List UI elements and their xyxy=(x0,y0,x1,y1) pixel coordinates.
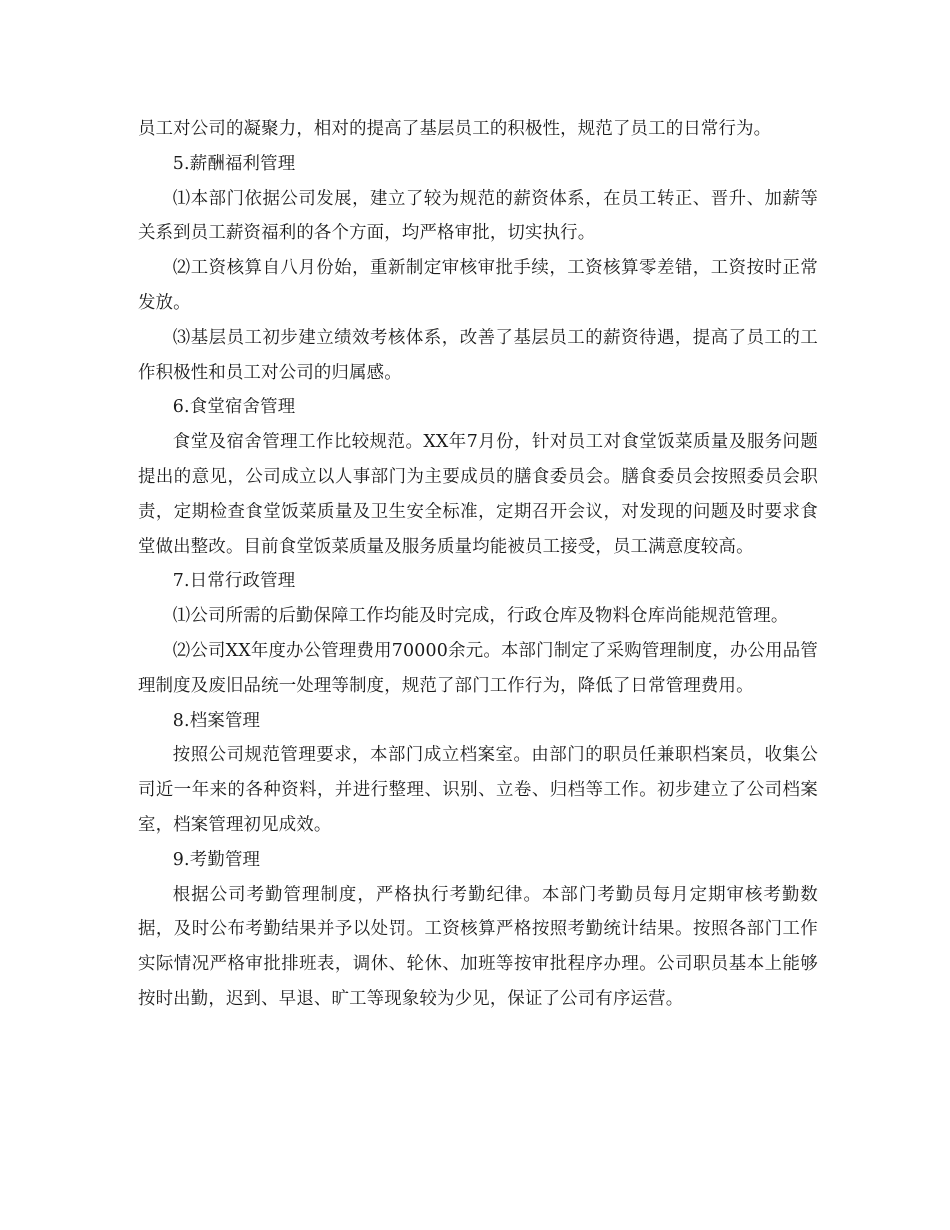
section-heading-canteen-dormitory: 6.食堂宿舍管理 xyxy=(172,397,296,418)
section-heading-attendance: 9.考勤管理 xyxy=(172,849,261,870)
paragraph-canteen-dormitory: 食堂及宿舍管理工作比较规范。XX年7月份，针对员工对食堂饭菜质量及服务问题提出的意见，公司成立以人事部门为主要成员的膳食委员会。膳食委员会按照委员会职责，定期检查食堂饭菜质量及卫生安全标准，定期召开会议，对发现的问题及时要求食堂做出整改。目前食堂饭菜质量及服务质量均能被员工接受，员工满意度较高。 xyxy=(138,432,818,557)
section-heading-daily-admin: 7.日常行政管理 xyxy=(172,571,296,592)
paragraph-archives: 按照公司规范管理要求，本部门成立档案室。由部门的职员任兼职档案员，收集公司近一年来的各种资料，并进行整理、识别、立卷、归档等工作。初步建立了公司档案室，档案管理初见成效。 xyxy=(138,745,818,835)
paragraph-office-expenses: ⑵公司XX年度办公管理费用70000余元。本部门制定了采购管理制度，办公用品管理制度及废旧品统一处理等制度，规范了部门工作行为，降低了日常管理费用。 xyxy=(138,640,818,696)
document-body xyxy=(138,112,818,1017)
paragraph-logistics: ⑴公司所需的后勤保障工作均能及时完成，行政仓库及物料仓库尚能规范管理。 xyxy=(172,606,789,627)
section-heading-archives: 8.档案管理 xyxy=(172,710,261,731)
paragraph-attendance: 根据公司考勤管理制度，严格执行考勤纪律。本部门考勤员每月定期审核考勤数据，及时公布考勤结果并予以处罚。工资核算严格按照考勤统计结果。按照各部门工作实际情况严格审批排班表，调休、轮休、加班等按审批程序办理。公司职员基本上能够按时出勤，迟到、早退、旷工等现象较为少见，保证了公司有序运营。 xyxy=(138,884,818,1009)
paragraph-salary-accounting: ⑵工资核算自八月份始，重新制定审核审批手续，工资核算零差错，工资按时正常发放。 xyxy=(138,258,818,313)
section-heading-salary-welfare: 5.薪酬福利管理 xyxy=(172,153,296,174)
paragraph-performance-appraisal: ⑶基层员工初步建立绩效考核体系，改善了基层员工的薪资待遇，提高了员工的工作积极性和员工对公司的归属感。 xyxy=(138,327,818,383)
paragraph-salary-system: ⑴本部门依据公司发展，建立了较为规范的薪资体系，在员工转正、晋升、加薪等关系到员工薪资福利的各个方面，均严格审批，切实执行。 xyxy=(138,188,818,244)
paragraph-continuation: 员工对公司的凝聚力，相对的提高了基层员工的积极性，规范了员工的日常行为。 xyxy=(138,119,772,139)
